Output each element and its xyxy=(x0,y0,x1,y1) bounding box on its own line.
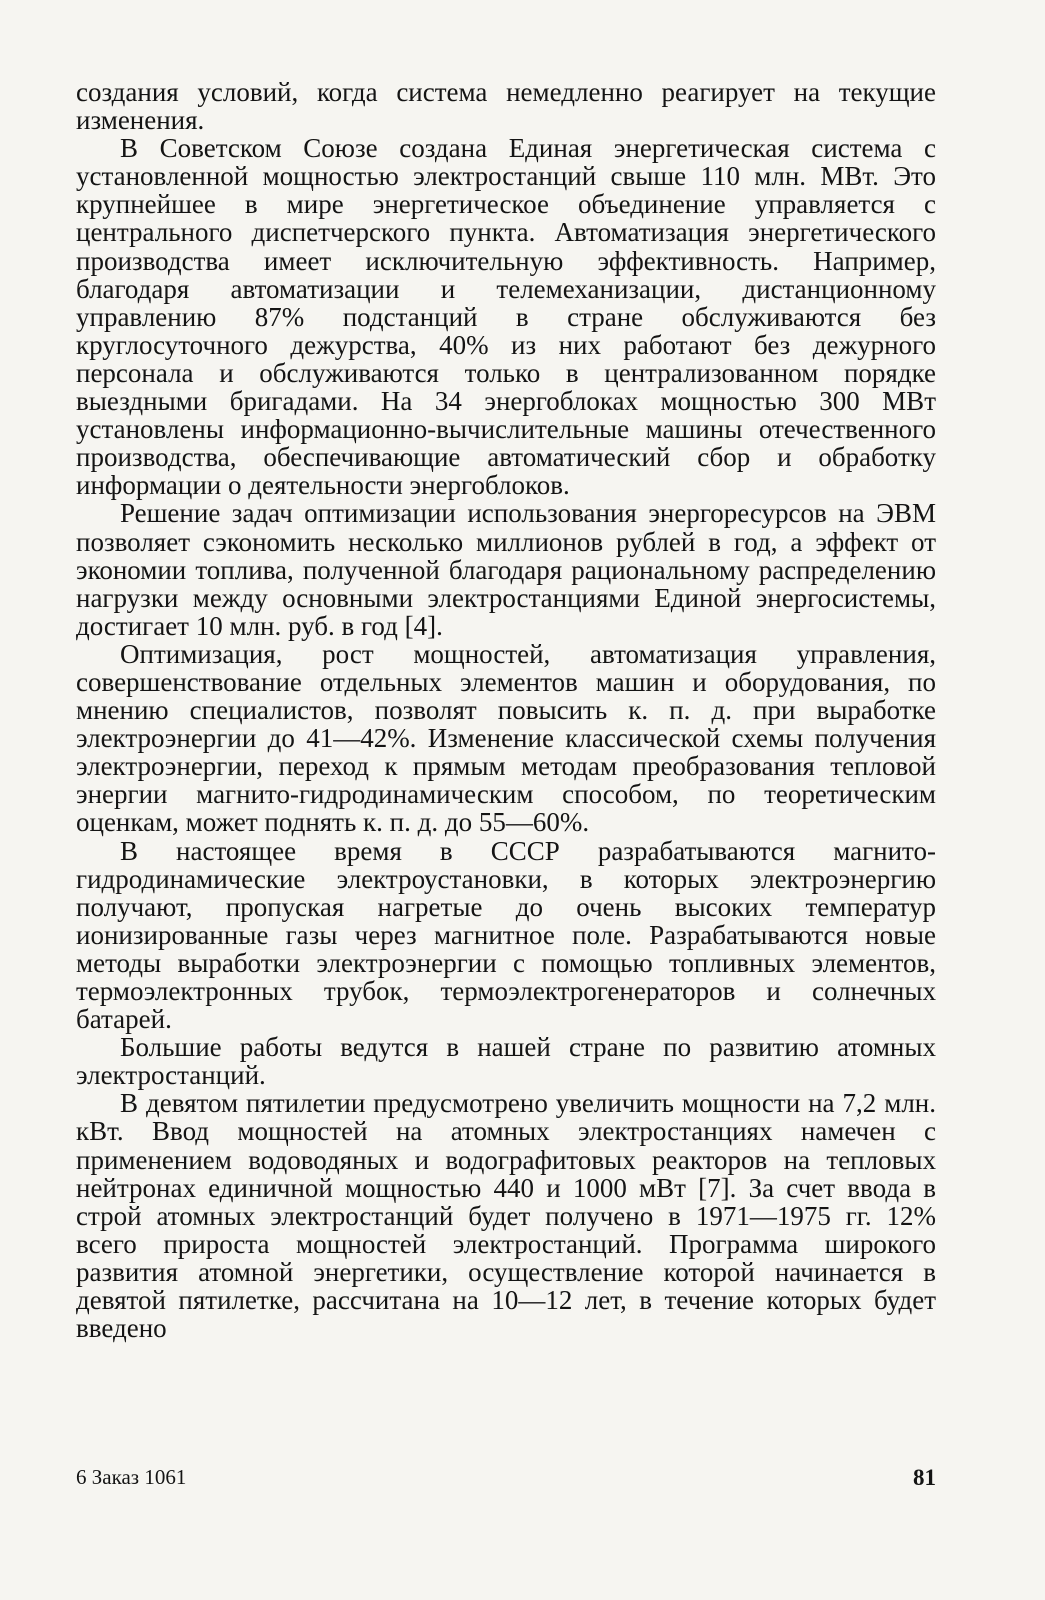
paragraph-efficiency: Оптимизация, рост мощностей, автоматизация управления, совершенствование отдельных элементов машин и оборудования, по мнению специалистов, позволят повысить к. п. д. при выработке электроэнергии до 41—42%. Изменение классической схемы получения электроэнергии, переход к прямым методам преобразования тепловой энергии магнито-гидродинамическим способом, по теоретическим оценкам, может поднять к. п. д. до 55—60%. xyxy=(76,638,936,838)
paragraph-ninth-five-year-plan: В девятом пятилетии предусмотрено увеличить мощности на 7,2 млн. кВт. Ввод мощностей на атомных электростанциях намечен с применением водоводяных и водографитовых реакторов на тепловых нейтронах единичной мощностью 440 и 1000 мВт [7]. За счет ввода в строй атомных электростанций будет получено в 1971—1975 гг. 12% всего прироста мощностей электростанций. Программа широкого развития атомной энергетики, осуществление которой начинается в девятой пятилетке, рассчитана на 10—12 лет, в течение которых будет введено xyxy=(76,1088,936,1344)
paragraph-mhd-installations: В настоящее время в СССР разрабатываются магнитогидродинамические электроустановки, в которых электроэнергию получают, пропуская нагретые до очень высоких температур ионизированные газы через магнитное поле. Разрабатываются новые методы выработки электроэнергии с помощью топливных элементов, термоэлектронных трубок, термоэлектрогенераторов и солнечных батарей. xyxy=(76,835,936,1035)
paragraph-optimization-computers: Решение задач оптимизации использования энергоресурсов на ЭВМ позволяет сэкономить несколько миллионов рублей в год, а эффект от экономии топлива, полученной благодаря рациональному распределению нагрузки между основными электростанциями Единой энергосистемы, достигает 10 млн. руб. в год [4]. xyxy=(76,498,936,641)
printer-signature: 6 Заказ 1061 xyxy=(76,1465,187,1489)
paragraph-nuclear-intro: Большие работы ведутся в нашей стране по развитию атомных электростанций. xyxy=(76,1032,936,1091)
paragraph-unified-energy-system: В Советском Союзе создана Единая энергетическая система с установленной мощностью электростанций свыше 110 млн. МВт. Это крупнейшее в мире энергетическое объединение управляется с центрального диспетчерского пункта. Автоматизация энергетического производства имеет исключительную эффективность. Например, благодаря автоматизации и телемеханизации, дистанционному управлению 87% подстанций в стране обслуживаются без круглосуточного дежурства, 40% из них работают без дежурного персонала и обслуживаются только в централизованном порядке выездными бригадами. На 34 энергоблоках мощностью 300 МВт установлены информационно-вычислительные машины отечественного производства, обеспечивающие автоматический сбор и обработку информации о деятельности энергоблоков. xyxy=(76,133,936,501)
page-number: 81 xyxy=(913,1465,936,1490)
paragraph-continuation: создания условий, когда система немедленно реагирует на текущие изменения. xyxy=(76,77,936,136)
body-text xyxy=(76,78,936,1342)
page-footer xyxy=(76,1465,936,1495)
